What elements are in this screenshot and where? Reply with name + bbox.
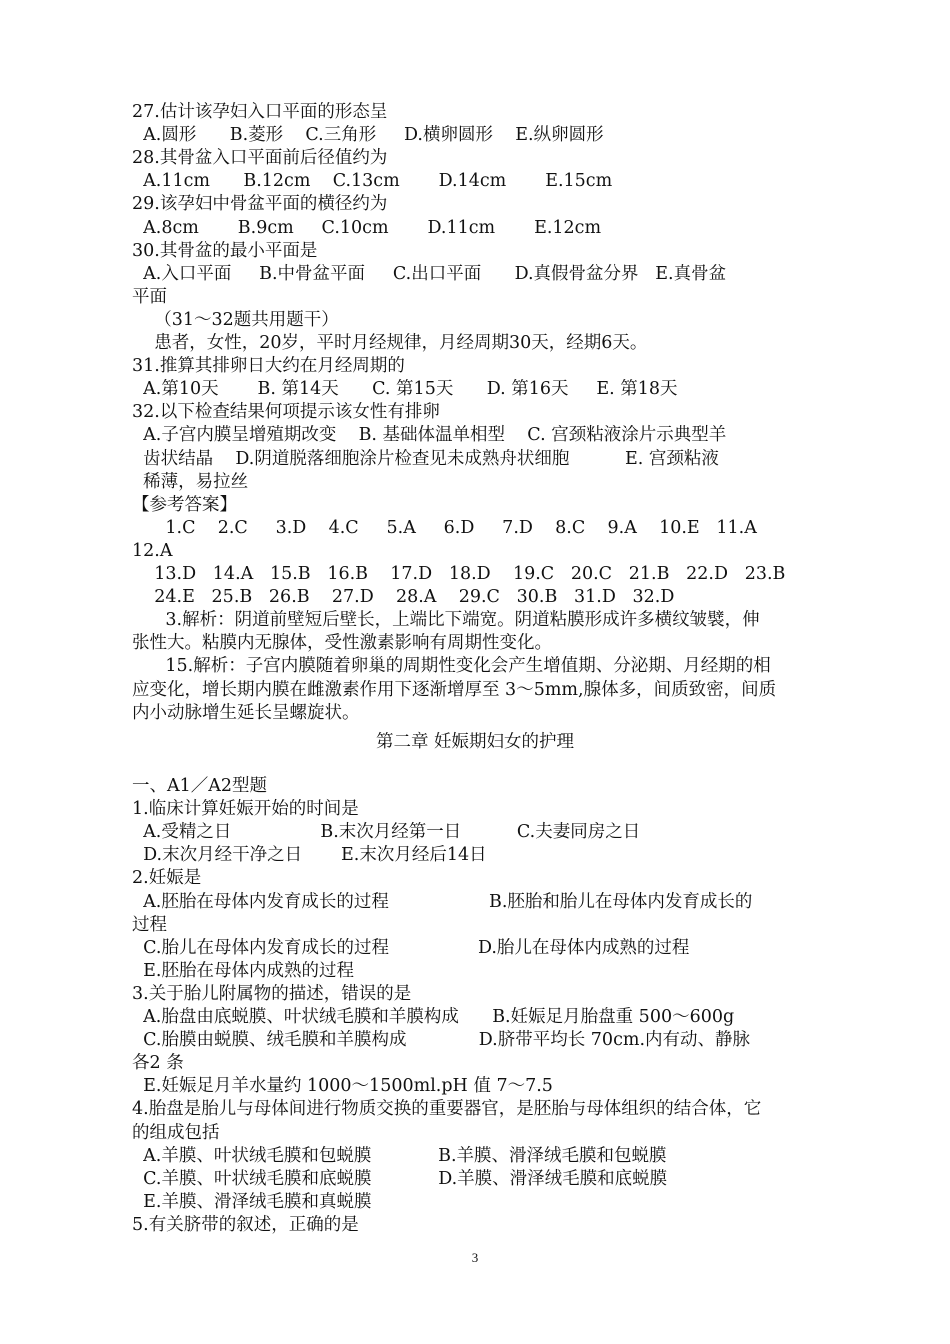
text-line: E.胚胎在母体内成熟的过程	[132, 960, 354, 981]
text-line: C.羊膜、叶状绒毛膜和底蜕膜 D.羊膜、滑泽绒毛膜和底蜕膜	[132, 1168, 668, 1189]
text-line: 5.有关脐带的叙述，正确的是	[132, 1214, 359, 1235]
text-line: 一、A1／A2型题	[132, 776, 268, 796]
text-line: 4.胎盘是胎儿与母体间进行物质交换的重要器官，是胚胎与母体组织的结合体，它	[132, 1099, 762, 1120]
text-line: 1.临床计算妊娠开始的时间是	[132, 799, 359, 820]
text-line: A.11cm B.12cm C.13cm D.14cm E.15cm	[132, 171, 613, 192]
text-line: 各2 条	[132, 1053, 184, 1074]
text-line: D.末次月经干净之日 E.末次月经后14日	[132, 845, 487, 866]
text-line: A.子宫内膜呈增殖期改变 B. 基础体温单相型 C. 宫颈粘液涂片示典型羊	[132, 425, 727, 446]
chapter-title: 第二章 妊娠期妇女的护理	[375, 732, 575, 752]
text-line: 平面	[132, 286, 167, 307]
text-line: A.第10天 B. 第14天 C. 第15天 D. 第16天 E. 第18天	[132, 379, 678, 400]
text-line: 3.解析：阴道前壁短后壁长，上端比下端宽。阴道粘膜形成许多横纹皱襞，伸	[132, 610, 760, 631]
text-line: 稀薄，易拉丝	[132, 471, 249, 492]
text-line: 15.解析：子宫内膜随着卵巢的周期性变化会产生增值期、分泌期、月经期的相	[132, 656, 771, 677]
text-line: 31.推算其排卵日大约在月经周期的	[132, 356, 405, 377]
text-line: 患者，女性，20岁，平时月经规律，月经周期30天，经期6天。	[132, 333, 648, 353]
text-line: A.胎盘由底蜕膜、叶状绒毛膜和羊膜构成 B.妊娠足月胎盘重 500～600g	[132, 1007, 735, 1027]
text-line: （31～32题共用题干）	[132, 309, 339, 330]
text-line: 【参考答案】	[132, 494, 237, 515]
text-line: A.圆形 B.菱形 C.三角形 D.横卵圆形 E.纵卵圆形	[132, 125, 604, 146]
text-line: 2.妊娠是	[132, 868, 202, 889]
text-line: 的组成包括	[132, 1122, 220, 1143]
text-line: 32.以下检查结果何项提示该女性有排卵	[132, 402, 440, 423]
text-line: 28.其骨盆入口平面前后径值约为	[132, 148, 388, 169]
text-line: 过程	[132, 914, 167, 935]
text-line: 24.E 25.B 26.B 27.D 28.A 29.C 30.B 31.D 32.D	[132, 587, 675, 608]
text-line: C.胎膜由蜕膜、绒毛膜和羊膜构成 D.脐带平均长 70cm.内有动、静脉	[132, 1030, 751, 1051]
text-line: A.羊膜、叶状绒毛膜和包蜕膜 B.羊膜、滑泽绒毛膜和包蜕膜	[132, 1145, 667, 1166]
text-line: 13.D 14.A 15.B 16.B 17.D 18.D 19.C 20.C 21.B 22.D 23.B	[132, 564, 786, 584]
text-line: 30.其骨盆的最小平面是	[132, 240, 318, 261]
text-line: 3.关于胎儿附属物的描述，错误的是	[132, 983, 412, 1004]
text-line: 张性大。粘膜内无腺体，受性激素影响有周期性变化。	[132, 633, 552, 654]
text-line: 29.该孕妇中骨盆平面的横径约为	[132, 194, 388, 215]
text-line: A.受精之日 B.末次月经第一日 C.夫妻同房之日	[132, 822, 641, 843]
text-line: 内小动脉增生延长呈螺旋状。	[132, 702, 360, 723]
text-line: A.入口平面 B.中骨盆平面 C.出口平面 D.真假骨盆分界 E.真骨盆	[132, 263, 727, 284]
text-line: 1.C 2.C 3.D 4.C 5.A 6.D 7.D 8.C 9.A 10.E 11.A	[132, 517, 757, 538]
text-line: 应变化，增长期内膜在雌激素作用下逐渐增厚至 3～5mm,腺体多，间质致密，间质	[132, 679, 777, 700]
page-number: 3	[471, 1250, 479, 1265]
text-line: 12.A	[132, 540, 173, 561]
text-line: E.羊膜、滑泽绒毛膜和真蜕膜	[132, 1191, 372, 1212]
text-line: A.8cm B.9cm C.10cm D.11cm E.12cm	[132, 217, 602, 238]
text-line: C.胎儿在母体内发育成长的过程 D.胎儿在母体内成熟的过程	[132, 937, 690, 958]
text-line: E.妊娠足月羊水量约 1000～1500ml.pH 值 7～7.5	[132, 1076, 553, 1097]
text-line: 27.估计该孕妇入口平面的形态呈	[132, 102, 388, 122]
text-line: A.胚胎在母体内发育成长的过程 B.胚胎和胎儿在母体内发育成长的	[132, 891, 753, 912]
text-line: 齿状结晶 D.阴道脱落细胞涂片检查见未成熟舟状细胞 E. 宫颈粘液	[132, 448, 719, 469]
